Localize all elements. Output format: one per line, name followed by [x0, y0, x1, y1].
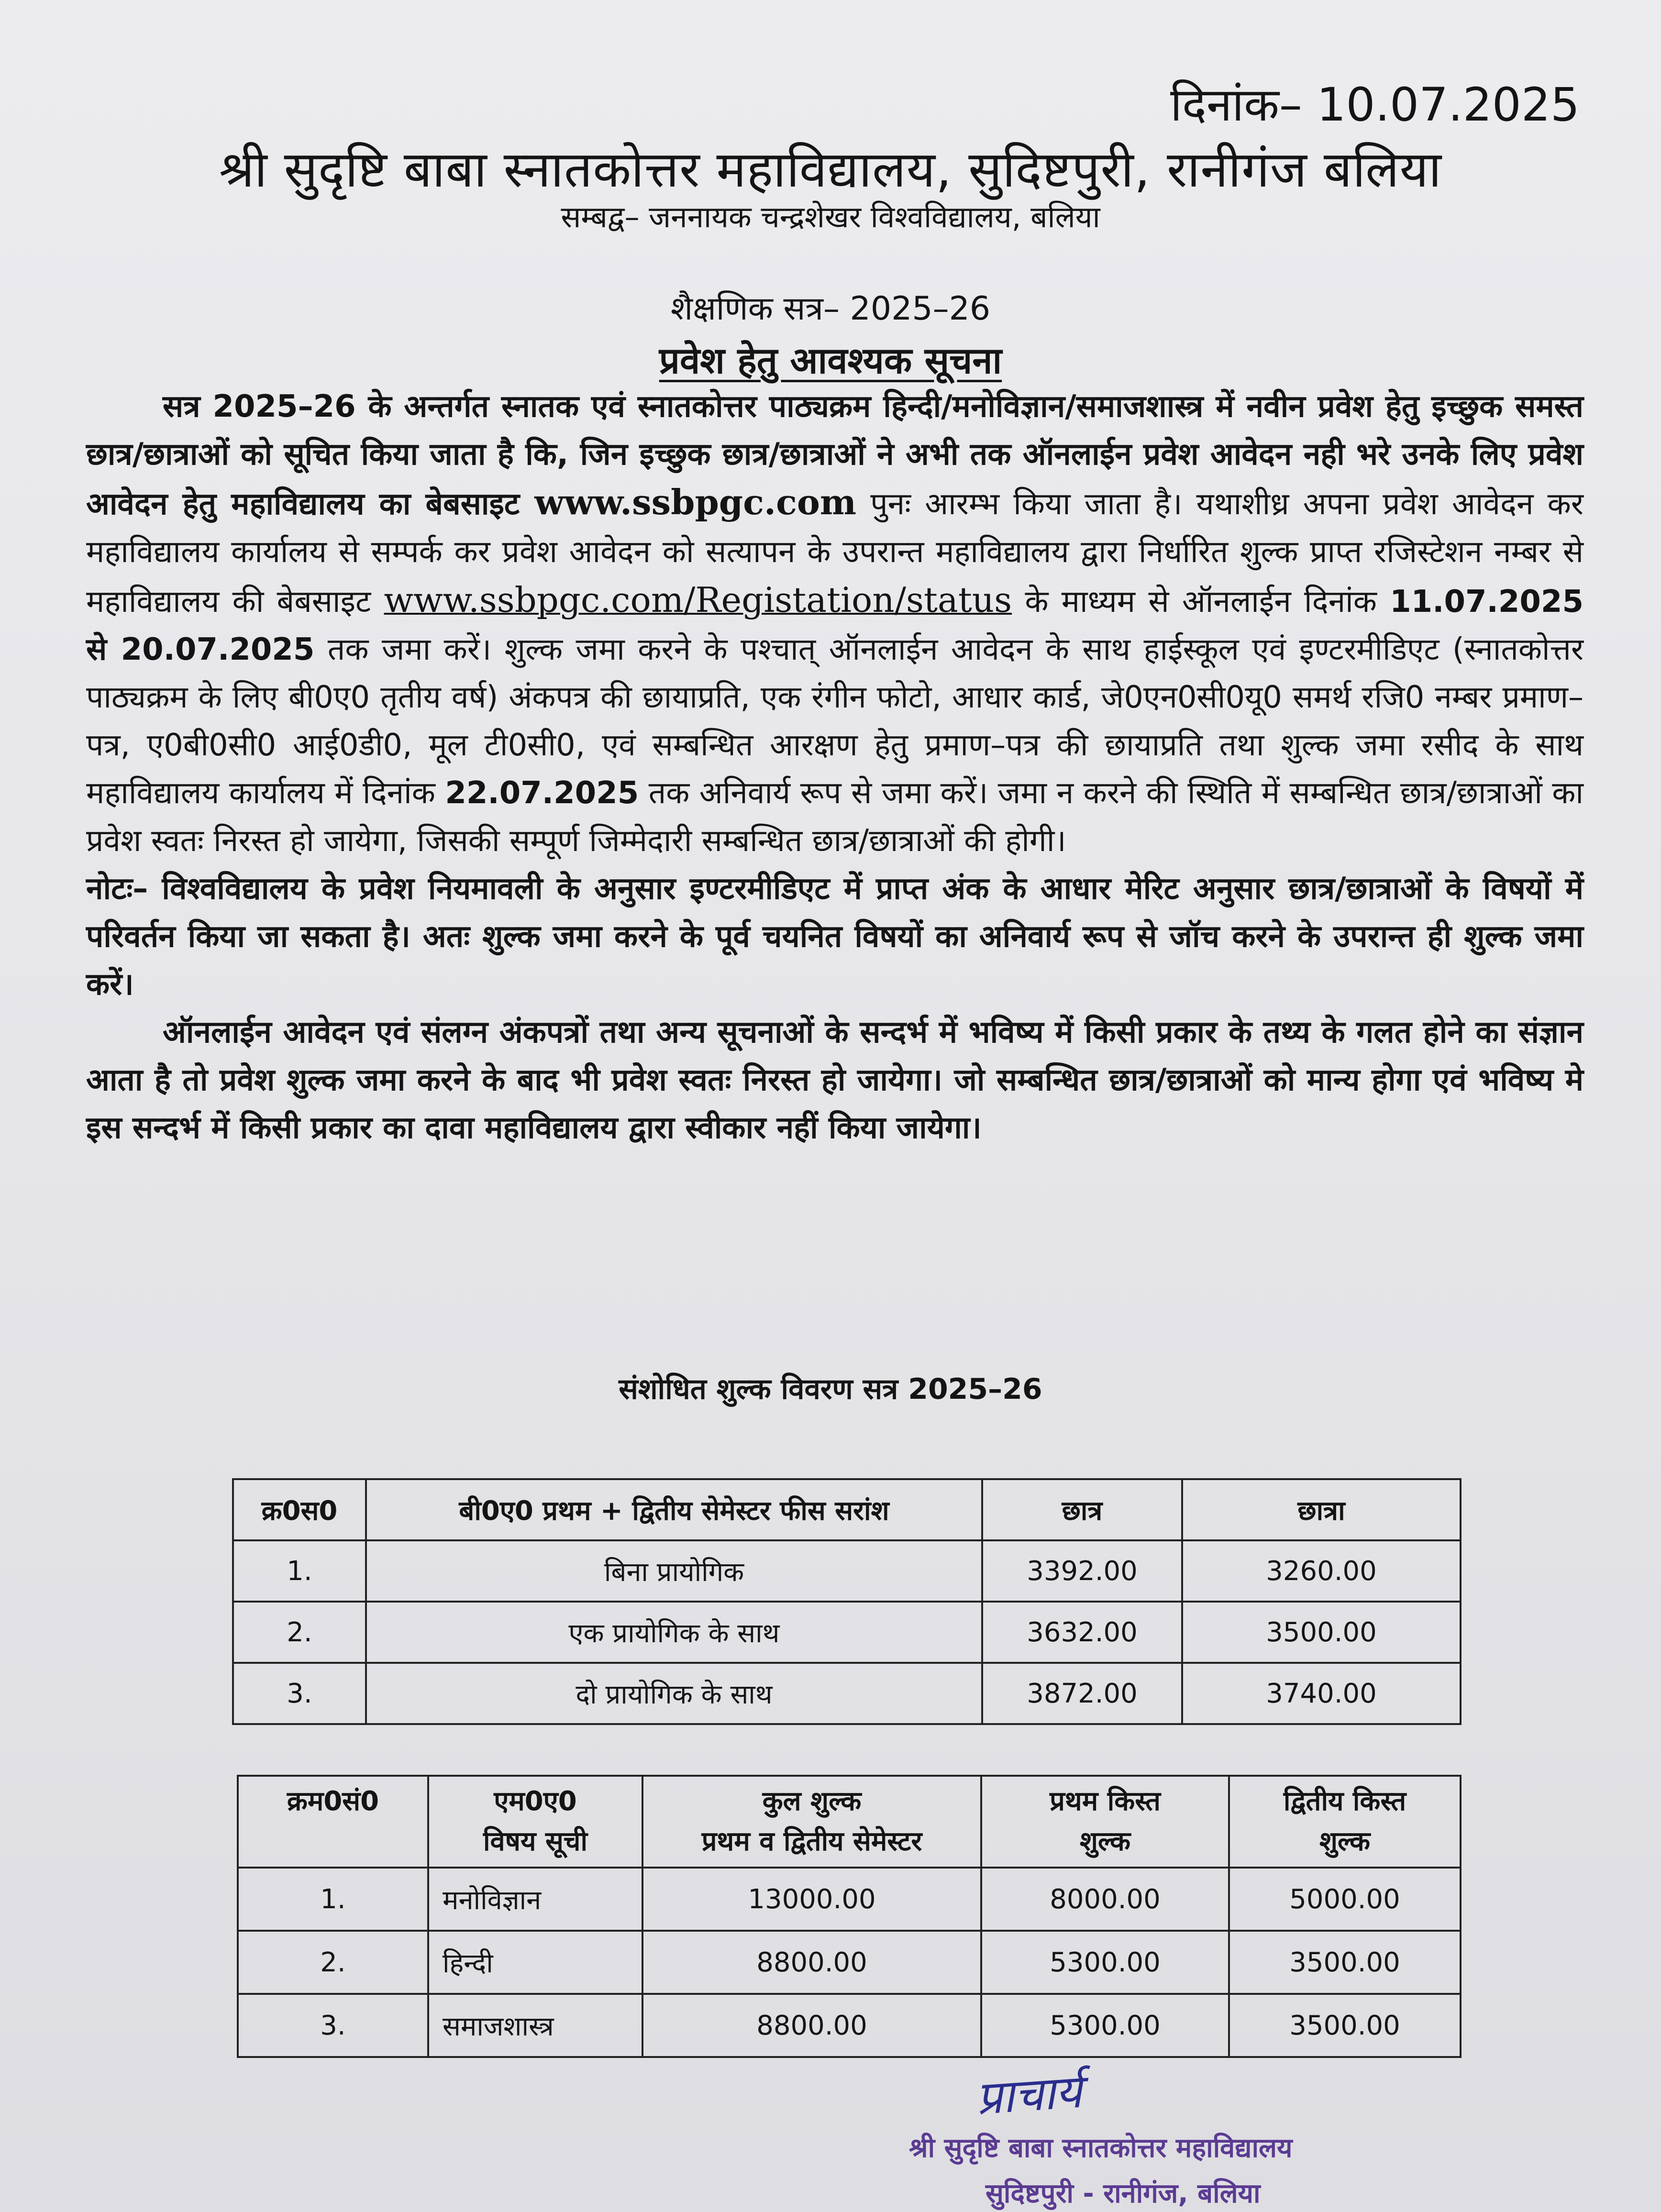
- para1-part-b: पुनः आरम्भ किया जाता है। यथाशीध्र अपना प्रवेश आवेदन कर महाविद्यालय कार्यालय से सम्पर्क कर प्रवेश आवेदन को सत्यापन के उपरान्त महाविद्यालय द्वारा निर्धारित शुल्क प्राप्त रजिस्टेशन नम्बर से महाविद्यालय की बेबसाइट: [86, 487, 1583, 619]
- header-first-text: प्रथम किस्त: [1050, 1786, 1161, 1817]
- header-second-installment: [1229, 1776, 1461, 1868]
- cell-serial: 1.: [238, 1868, 428, 1931]
- header-ma-text: एम0ए0: [494, 1786, 577, 1817]
- cell-category: दो प्रायोगिक के साथ: [366, 1663, 982, 1724]
- header-first-installment: [981, 1776, 1229, 1868]
- cell-male-fee: 3392.00: [982, 1540, 1182, 1602]
- header-serial: [238, 1776, 428, 1868]
- college-stamp-line1: श्री सुदृष्टि बाबा स्नातकोत्तर महाविद्यालय: [909, 2133, 1293, 2164]
- header-semester-text: प्रथम व द्वितीय सेमेस्टर: [701, 1826, 922, 1857]
- header-total-text: कुल शुल्क: [762, 1786, 862, 1817]
- cell-second-installment: 3500.00: [1229, 1994, 1461, 2057]
- header-subject-list: [428, 1776, 642, 1868]
- table-header-row: [233, 1479, 1461, 1540]
- ba-fee-table: [232, 1478, 1462, 1725]
- academic-session: शैक्षणिक सत्र– 2025–26: [670, 290, 991, 328]
- website-text: www.ssbpgc.com: [534, 482, 857, 522]
- header-total-fee: [642, 1776, 981, 1868]
- cell-first-installment: 5300.00: [981, 1994, 1229, 2057]
- para1-part-d: तक जमा करें। शुल्क जमा करने के पश्चात् ऑनलाईन आवेदन के साथ हाईस्कूल एवं इण्टरमीडिएट (स्नातकोत्तर पाठ्यक्रम के लिए बी0ए0 तृतीय वर्ष) अंकपत्र की छायाप्रति, एक रंगीन फोटो, आधार कार्ड, जे0एन0सी0यू0 समर्थ रजि0 नम्बर प्रमाण–पत्र, ए0बी0सी0 आई0डी0, मूल टी0सी0, एवं सम्बन्धित आरक्षण हेतु प्रमाण–पत्र की छायाप्रति तथा शुल्क जमा रसीद के साथ महाविद्यालय कार्यालय में दिनांक: [86, 632, 1584, 811]
- cell-serial: 3.: [238, 1994, 428, 2057]
- header-serial: क्र0स0: [233, 1479, 366, 1540]
- college-name: श्री सुदृष्टि बाबा स्नातकोत्तर महाविद्यालय, सुदिष्टपुरी, रानीगंज बलिया: [219, 140, 1442, 199]
- cell-first-installment: 5300.00: [981, 1931, 1229, 1994]
- cell-first-installment: 8000.00: [981, 1868, 1229, 1931]
- cell-serial: 2.: [233, 1602, 366, 1663]
- table-row: [238, 1931, 1461, 1994]
- para1-part-e: तक अनिवार्य रूप से जमा करें। जमा न करने की स्थिति में सम्बन्धित छात्र/छात्राओं का प्रवेश स्वतः निरस्त हो जायेगा, जिसकी सम्पूर्ण जिम्मेदारी सम्बन्धित छात्र/छात्राओं की होगी।: [86, 775, 1583, 859]
- notice-heading-text: प्रवेश हेतु आवश्यक सूचना: [659, 339, 1002, 382]
- paragraph-disclaimer: ऑनलाईन आवेदन एवं संलग्न अंकपत्रों तथा अन्य सूचनाओं के सन्दर्भ में भविष्य में किसी प्रकार के तथ्य के गलत होने का संज्ञान आता है तो प्रवेश शुल्क जमा करने के बाद भी प्रवेश स्वतः निरस्त हो जायेगा। जो सम्बन्धित छात्र/छात्राओं को मान्य होगा एवं भविष्य मे इस सन्दर्भ में किसी प्रकार का दावा महाविद्यालय द्वारा स्वीकार नहीं किया जायेगा।: [86, 1015, 1583, 1146]
- table-row: [233, 1540, 1461, 1602]
- cell-male-fee: 3632.00: [982, 1602, 1182, 1663]
- cell-total-fee: 8800.00: [642, 1931, 981, 1994]
- cell-category: एक प्रायोगिक के साथ: [366, 1602, 982, 1663]
- cell-male-fee: 3872.00: [982, 1663, 1182, 1724]
- cell-subject: हिन्दी: [428, 1931, 642, 1994]
- cell-total-fee: 8800.00: [642, 1994, 981, 2057]
- cell-female-fee: 3260.00: [1182, 1540, 1461, 1602]
- notice-body: [86, 383, 1583, 1152]
- cell-category: बिना प्रायोगिक: [366, 1540, 982, 1602]
- table-row: [233, 1663, 1461, 1724]
- header-subject-text: विषय सूची: [483, 1826, 587, 1857]
- header-second-text: द्वितीय किस्त: [1283, 1786, 1406, 1817]
- registration-status-link[interactable]: www.ssbpgc.com/Registation/status: [384, 580, 1012, 620]
- ma-fee-table: [237, 1775, 1462, 2058]
- header-second-fee-text: शुल्क: [1319, 1826, 1371, 1857]
- para1-part-c: के माध्यम से ऑनलाईन दिनांक: [1012, 584, 1390, 619]
- header-female-student: छात्रा: [1182, 1479, 1461, 1540]
- header-serial-text: क्रम0सं0: [287, 1786, 379, 1817]
- cell-total-fee: 13000.00: [642, 1868, 981, 1931]
- note-paragraph: नोटः– विश्वविद्यालय के प्रवेश नियमावली के अनुसार इण्टरमीडिएट में प्राप्त अंक के आधार मेरिट अनुसार छात्र/छात्राओं के विषयों में परिवर्तन किया जा सकता है। अतः शुल्क जमा करने के पूर्व चयनित विषयों का अनिवार्य रूप से जॉच करने के उपरान्त ही शुल्क जमा करें।: [86, 871, 1583, 1002]
- cell-serial: 2.: [238, 1931, 428, 1994]
- para1-part-a: सत्र 2025–26 के अन्तर्गत स्नातक एवं स्नातकोत्तर पाठ्यक्रम हिन्दी/मनोविज्ञान/समाजशास्त्र में नवीन प्रवेश हेतु इच्छुक समस्त छात्र/छात्राओं को सूचित किया जाता है कि, जिन इच्छुक छात्र/छात्राओं ने अभी तक ऑनलाईन प्रवेश आवेदन नही भरे उनके लिए प्रवेश आवेदन हेतु महाविद्यालय का बेबसाइट: [86, 389, 1583, 522]
- header-first-fee-text: शुल्क: [1079, 1826, 1131, 1857]
- cell-subject: समाजशास्त्र: [428, 1994, 642, 2057]
- cell-serial: 1.: [233, 1540, 366, 1602]
- table-row: [238, 1994, 1461, 2057]
- paragraph-admission: [86, 383, 1583, 865]
- college-stamp-line2: सुदिष्टपुरी - रानीगंज, बलिया: [986, 2178, 1261, 2209]
- cell-second-installment: 5000.00: [1229, 1868, 1461, 1931]
- deadline-date: 22.07.2025: [445, 775, 639, 811]
- cell-second-installment: 3500.00: [1229, 1931, 1461, 1994]
- table-row: [233, 1602, 1461, 1663]
- principal-signature: प्राचार्य: [974, 2064, 1084, 2125]
- online-dates: 11.07.2025 से 20.07.2025: [86, 584, 1583, 667]
- cell-serial: 3.: [233, 1663, 366, 1724]
- header-male-student: छात्र: [982, 1479, 1182, 1540]
- table-row: [238, 1868, 1461, 1931]
- fee-details-title: संशोधित शुल्क विवरण सत्र 2025–26: [619, 1372, 1042, 1406]
- cell-female-fee: 3500.00: [1182, 1602, 1461, 1663]
- cell-subject: मनोविज्ञान: [428, 1868, 642, 1931]
- affiliation-line: सम्बद्व– जननायक चन्द्रशेखर विश्वविद्यालय, बलिया: [561, 199, 1100, 234]
- cell-female-fee: 3740.00: [1182, 1663, 1461, 1724]
- table-header-row: [238, 1776, 1461, 1868]
- notice-date: दिनांक– 10.07.2025: [1170, 78, 1580, 132]
- notice-heading: [0, 335, 1661, 384]
- header-fee-summary: बी0ए0 प्रथम + द्वितीय सेमेस्टर फीस सरांश: [366, 1479, 982, 1540]
